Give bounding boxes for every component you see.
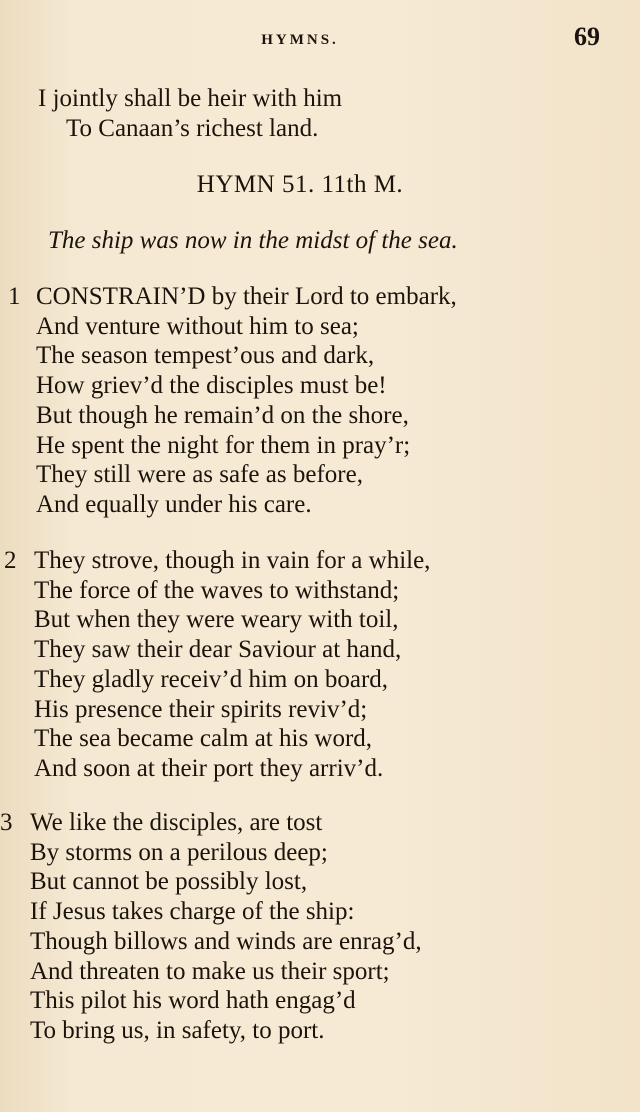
verse-line: And threaten to make us their sport; xyxy=(30,958,390,985)
verse-line: They strove, though in vain for a while, xyxy=(34,547,431,574)
verse-line: They gladly receiv’d him on board, xyxy=(34,666,389,693)
stanza-number: 3 xyxy=(0,809,13,836)
verse-line: The force of the waves to withstand; xyxy=(34,577,400,604)
verse-line: To bring us, in safety, to port. xyxy=(30,1017,325,1044)
verse-line: But when they were weary with toil, xyxy=(34,606,399,633)
verse-line: We like the disciples, are tost xyxy=(30,809,323,836)
stanza-number: 2 xyxy=(4,547,17,574)
verse-line: How griev’d the disciples must be! xyxy=(36,372,387,399)
page-number: 69 xyxy=(574,22,600,51)
verse-line: The sea became calm at his word, xyxy=(34,725,373,752)
verse-line: He spent the night for them in pray’r; xyxy=(36,432,411,459)
verse-line: Though billows and winds are enrag’d, xyxy=(30,928,422,955)
hymn-title: HYMN 51. 11th M. xyxy=(196,171,404,198)
verse-line: This pilot his word hath engag’d xyxy=(30,987,356,1014)
verse-line: And venture without him to sea; xyxy=(36,313,359,340)
stanza-number: 1 xyxy=(8,283,21,310)
intro-line: I jointly shall be heir with him xyxy=(38,85,343,112)
verse-line: They still were as safe as before, xyxy=(36,461,363,488)
verse-line: And soon at their port they arriv’d. xyxy=(34,755,384,782)
intro-line: To Canaan’s richest land. xyxy=(66,115,319,142)
verse-line: But though he remain’d on the shore, xyxy=(36,402,409,429)
verse-line: His presence their spirits reviv’d; xyxy=(34,696,368,723)
verse-line: CONSTRAIN’D by their Lord to embark, xyxy=(36,283,457,310)
running-head: HYMNS. xyxy=(261,32,339,48)
verse-line: If Jesus takes charge of the ship: xyxy=(30,898,355,925)
verse-line: The season tempest’ous and dark, xyxy=(36,342,375,369)
verse-line: They saw their dear Saviour at hand, xyxy=(34,636,402,663)
hymn-epigraph: The ship was now in the midst of the sea. xyxy=(48,227,458,254)
verse-line: But cannot be possibly lost, xyxy=(30,868,308,895)
verse-line: And equally under his care. xyxy=(36,491,312,518)
verse-line: By storms on a perilous deep; xyxy=(30,839,328,866)
